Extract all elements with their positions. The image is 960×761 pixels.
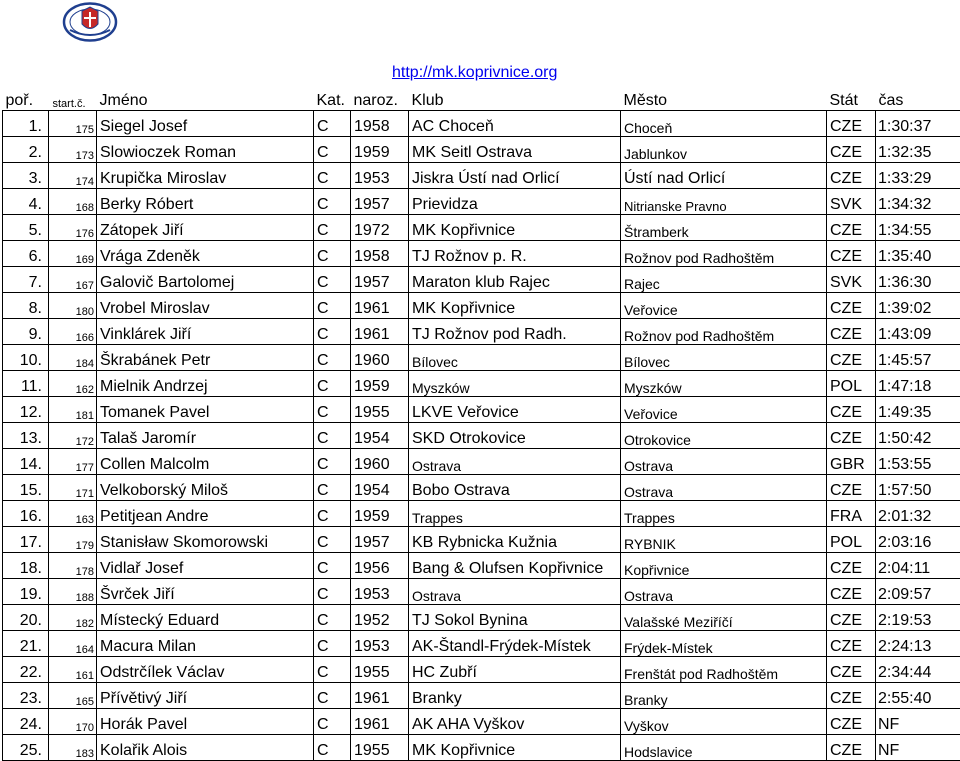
- time-cell: 1:32:35: [876, 137, 960, 163]
- rank-cell: 10.: [3, 345, 49, 371]
- table-row: [3, 735, 960, 761]
- country-cell: CZE: [827, 293, 876, 319]
- rank-cell: 1.: [3, 111, 49, 137]
- birth-year-cell: 1954: [351, 423, 409, 449]
- start-number-cell: 176: [49, 215, 97, 241]
- rank-cell: 25.: [3, 735, 49, 761]
- club-cell: Bobo Ostrava: [409, 475, 621, 501]
- birth-year-cell: 1953: [351, 163, 409, 189]
- country-cell: CZE: [827, 579, 876, 605]
- table-row: [3, 319, 960, 345]
- rank-cell: 3.: [3, 163, 49, 189]
- header-row: [3, 87, 960, 111]
- country-cell: CZE: [827, 319, 876, 345]
- country-cell: CZE: [827, 735, 876, 761]
- category-cell: C: [314, 137, 351, 163]
- name-cell: Vidlař Josef: [97, 553, 314, 579]
- table-row: [3, 189, 960, 215]
- category-cell: C: [314, 111, 351, 137]
- col-name-header: Jméno: [97, 87, 314, 111]
- birth-year-cell: 1957: [351, 189, 409, 215]
- category-cell: C: [314, 631, 351, 657]
- country-cell: CZE: [827, 605, 876, 631]
- start-number-cell: 183: [49, 735, 97, 761]
- time-cell: 1:49:35: [876, 397, 960, 423]
- table-row: [3, 111, 960, 137]
- country-cell: CZE: [827, 163, 876, 189]
- table-row: [3, 163, 960, 189]
- category-cell: C: [314, 163, 351, 189]
- category-cell: C: [314, 683, 351, 709]
- name-cell: Mielnik Andrzej: [97, 371, 314, 397]
- start-number-cell: 170: [49, 709, 97, 735]
- category-cell: C: [314, 553, 351, 579]
- category-cell: C: [314, 241, 351, 267]
- name-cell: Vrága Zdeněk: [97, 241, 314, 267]
- country-cell: CZE: [827, 709, 876, 735]
- table-row: [3, 397, 960, 423]
- start-number-cell: 164: [49, 631, 97, 657]
- table-row: [3, 527, 960, 553]
- rank-cell: 5.: [3, 215, 49, 241]
- time-cell: 1:34:55: [876, 215, 960, 241]
- city-cell: Frenštát pod Radhoštěm: [621, 657, 827, 683]
- rank-cell: 20.: [3, 605, 49, 631]
- table-row: [3, 605, 960, 631]
- col-club-header: Klub: [409, 87, 621, 111]
- start-number-cell: 171: [49, 475, 97, 501]
- birth-year-cell: 1958: [351, 241, 409, 267]
- club-cell: Ostrava: [409, 449, 621, 475]
- time-cell: NF: [876, 735, 960, 761]
- city-cell: Ostrava: [621, 449, 827, 475]
- time-cell: 2:55:40: [876, 683, 960, 709]
- category-cell: C: [314, 501, 351, 527]
- club-cell: MK Seitl Ostrava: [409, 137, 621, 163]
- start-number-cell: 172: [49, 423, 97, 449]
- rank-cell: 4.: [3, 189, 49, 215]
- birth-year-cell: 1955: [351, 657, 409, 683]
- city-cell: Branky: [621, 683, 827, 709]
- rank-cell: 19.: [3, 579, 49, 605]
- birth-year-cell: 1960: [351, 345, 409, 371]
- category-cell: C: [314, 709, 351, 735]
- birth-year-cell: 1959: [351, 137, 409, 163]
- start-number-cell: 166: [49, 319, 97, 345]
- table-row: [3, 293, 960, 319]
- country-cell: SVK: [827, 189, 876, 215]
- city-cell: Hodslavice: [621, 735, 827, 761]
- time-cell: 1:39:02: [876, 293, 960, 319]
- birth-year-cell: 1955: [351, 397, 409, 423]
- table-row: [3, 553, 960, 579]
- city-cell: RYBNIK: [621, 527, 827, 553]
- start-number-cell: 169: [49, 241, 97, 267]
- table-row: [3, 501, 960, 527]
- club-cell: Branky: [409, 683, 621, 709]
- name-cell: Siegel Josef: [97, 111, 314, 137]
- city-cell: Rožnov pod Radhoštěm: [621, 241, 827, 267]
- category-cell: C: [314, 319, 351, 345]
- club-logo: [62, 2, 118, 42]
- rank-cell: 18.: [3, 553, 49, 579]
- city-cell: Kopřivnice: [621, 553, 827, 579]
- rank-cell: 12.: [3, 397, 49, 423]
- country-cell: CZE: [827, 345, 876, 371]
- col-category-header: Kat.: [314, 87, 351, 111]
- name-cell: Horák Pavel: [97, 709, 314, 735]
- table-row: [3, 683, 960, 709]
- time-cell: 2:03:16: [876, 527, 960, 553]
- name-cell: Odstrčílek Václav: [97, 657, 314, 683]
- start-number-cell: 180: [49, 293, 97, 319]
- category-cell: C: [314, 215, 351, 241]
- results-table: [2, 87, 960, 761]
- table-row: [3, 449, 960, 475]
- rank-cell: 8.: [3, 293, 49, 319]
- birth-year-cell: 1954: [351, 475, 409, 501]
- club-cell: AK AHA Vyškov: [409, 709, 621, 735]
- start-number-cell: 182: [49, 605, 97, 631]
- start-number-cell: 179: [49, 527, 97, 553]
- time-cell: 2:19:53: [876, 605, 960, 631]
- col-time-header: čas: [876, 87, 960, 111]
- country-cell: CZE: [827, 657, 876, 683]
- name-cell: Petitjean Andre: [97, 501, 314, 527]
- name-cell: Vinklárek Jiří: [97, 319, 314, 345]
- city-cell: Otrokovice: [621, 423, 827, 449]
- start-number-cell: 184: [49, 345, 97, 371]
- city-cell: Rajec: [621, 267, 827, 293]
- birth-year-cell: 1953: [351, 631, 409, 657]
- city-cell: Veřovice: [621, 397, 827, 423]
- birth-year-cell: 1961: [351, 293, 409, 319]
- time-cell: 1:47:18: [876, 371, 960, 397]
- rank-cell: 16.: [3, 501, 49, 527]
- name-cell: Přívětivý Jiří: [97, 683, 314, 709]
- country-cell: POL: [827, 371, 876, 397]
- time-cell: 1:45:57: [876, 345, 960, 371]
- club-cell: Jiskra Ústí nad Orlicí: [409, 163, 621, 189]
- name-cell: Stanisław Skomorowski: [97, 527, 314, 553]
- name-cell: Škrabánek Petr: [97, 345, 314, 371]
- country-cell: CZE: [827, 397, 876, 423]
- name-cell: Švrček Jiří: [97, 579, 314, 605]
- city-cell: Jablunkov: [621, 137, 827, 163]
- city-cell: Frýdek-Místek: [621, 631, 827, 657]
- category-cell: C: [314, 579, 351, 605]
- country-cell: GBR: [827, 449, 876, 475]
- club-cell: TJ Rožnov pod Radh.: [409, 319, 621, 345]
- name-cell: Tomanek Pavel: [97, 397, 314, 423]
- rank-cell: 22.: [3, 657, 49, 683]
- city-cell: Ostrava: [621, 475, 827, 501]
- club-cell: MK Kopřivnice: [409, 293, 621, 319]
- country-cell: CZE: [827, 631, 876, 657]
- col-country-header: Stát: [827, 87, 876, 111]
- category-cell: C: [314, 267, 351, 293]
- name-cell: Zátopek Jiří: [97, 215, 314, 241]
- rank-cell: 13.: [3, 423, 49, 449]
- club-cell: Bang & Olufsen Kopřivnice: [409, 553, 621, 579]
- city-cell: Štramberk: [621, 215, 827, 241]
- club-cell: KB Rybnicka Kužnia: [409, 527, 621, 553]
- birth-year-cell: 1952: [351, 605, 409, 631]
- table-row: [3, 423, 960, 449]
- city-cell: Ostrava: [621, 579, 827, 605]
- table-row: [3, 579, 960, 605]
- name-cell: Kolařik Alois: [97, 735, 314, 761]
- table-row: [3, 709, 960, 735]
- country-cell: CZE: [827, 475, 876, 501]
- start-number-cell: 188: [49, 579, 97, 605]
- category-cell: C: [314, 345, 351, 371]
- category-cell: C: [314, 397, 351, 423]
- birth-year-cell: 1955: [351, 735, 409, 761]
- name-cell: Talaš Jaromír: [97, 423, 314, 449]
- start-number-cell: 168: [49, 189, 97, 215]
- start-number-cell: 167: [49, 267, 97, 293]
- birth-year-cell: 1953: [351, 579, 409, 605]
- results-body: [3, 111, 960, 761]
- category-cell: C: [314, 527, 351, 553]
- birth-year-cell: 1956: [351, 553, 409, 579]
- name-cell: Velkoborský Miloš: [97, 475, 314, 501]
- time-cell: 1:34:32: [876, 189, 960, 215]
- rank-cell: 6.: [3, 241, 49, 267]
- birth-year-cell: 1958: [351, 111, 409, 137]
- website-link[interactable]: http://mk.koprivnice.org: [392, 64, 557, 82]
- city-cell: Veřovice: [621, 293, 827, 319]
- time-cell: 2:24:13: [876, 631, 960, 657]
- category-cell: C: [314, 293, 351, 319]
- time-cell: 1:33:29: [876, 163, 960, 189]
- rank-cell: 9.: [3, 319, 49, 345]
- category-cell: C: [314, 189, 351, 215]
- club-cell: Ostrava: [409, 579, 621, 605]
- birth-year-cell: 1961: [351, 709, 409, 735]
- name-cell: Collen Malcolm: [97, 449, 314, 475]
- table-row: [3, 657, 960, 683]
- rank-cell: 21.: [3, 631, 49, 657]
- name-cell: Galovič Bartolomej: [97, 267, 314, 293]
- club-cell: TJ Rožnov p. R.: [409, 241, 621, 267]
- col-city-header: Město: [621, 87, 827, 111]
- birth-year-cell: 1960: [351, 449, 409, 475]
- rank-cell: 7.: [3, 267, 49, 293]
- club-cell: AK-Štandl-Frýdek-Místek: [409, 631, 621, 657]
- name-cell: Macura Milan: [97, 631, 314, 657]
- time-cell: 1:30:37: [876, 111, 960, 137]
- start-number-cell: 161: [49, 657, 97, 683]
- time-cell: 1:50:42: [876, 423, 960, 449]
- rank-cell: 17.: [3, 527, 49, 553]
- time-cell: 2:01:32: [876, 501, 960, 527]
- category-cell: C: [314, 371, 351, 397]
- name-cell: Slowioczek Roman: [97, 137, 314, 163]
- country-cell: CZE: [827, 111, 876, 137]
- start-number-cell: 177: [49, 449, 97, 475]
- country-cell: CZE: [827, 215, 876, 241]
- rank-cell: 14.: [3, 449, 49, 475]
- category-cell: C: [314, 449, 351, 475]
- club-cell: MK Kopřivnice: [409, 215, 621, 241]
- col-born-header: naroz.: [351, 87, 409, 111]
- col-start-header: start.č.: [49, 87, 97, 111]
- country-cell: CZE: [827, 683, 876, 709]
- club-cell: Maraton klub Rajec: [409, 267, 621, 293]
- country-cell: CZE: [827, 137, 876, 163]
- time-cell: NF: [876, 709, 960, 735]
- rank-cell: 2.: [3, 137, 49, 163]
- start-number-cell: 174: [49, 163, 97, 189]
- start-number-cell: 178: [49, 553, 97, 579]
- club-cell: HC Zubří: [409, 657, 621, 683]
- table-row: [3, 631, 960, 657]
- time-cell: 1:36:30: [876, 267, 960, 293]
- club-cell: Trappes: [409, 501, 621, 527]
- club-cell: SKD Otrokovice: [409, 423, 621, 449]
- country-cell: CZE: [827, 553, 876, 579]
- table-row: [3, 267, 960, 293]
- category-cell: C: [314, 605, 351, 631]
- country-cell: FRA: [827, 501, 876, 527]
- time-cell: 2:34:44: [876, 657, 960, 683]
- city-cell: Vyškov: [621, 709, 827, 735]
- city-cell: Nitrianske Pravno: [621, 189, 827, 215]
- time-cell: 2:09:57: [876, 579, 960, 605]
- birth-year-cell: 1957: [351, 527, 409, 553]
- start-number-cell: 163: [49, 501, 97, 527]
- table-row: [3, 137, 960, 163]
- city-cell: Myszków: [621, 371, 827, 397]
- name-cell: Místecký Eduard: [97, 605, 314, 631]
- time-cell: 1:57:50: [876, 475, 960, 501]
- birth-year-cell: 1972: [351, 215, 409, 241]
- table-row: [3, 241, 960, 267]
- rank-cell: 23.: [3, 683, 49, 709]
- city-cell: Ústí nad Orlicí: [621, 163, 827, 189]
- country-cell: CZE: [827, 241, 876, 267]
- club-cell: AC Choceň: [409, 111, 621, 137]
- city-cell: Choceň: [621, 111, 827, 137]
- start-number-cell: 175: [49, 111, 97, 137]
- city-cell: Valašské Meziříčí: [621, 605, 827, 631]
- time-cell: 1:35:40: [876, 241, 960, 267]
- time-cell: 1:43:09: [876, 319, 960, 345]
- category-cell: C: [314, 735, 351, 761]
- birth-year-cell: 1961: [351, 319, 409, 345]
- category-cell: C: [314, 423, 351, 449]
- table-row: [3, 371, 960, 397]
- table-row: [3, 475, 960, 501]
- club-cell: Myszków: [409, 371, 621, 397]
- birth-year-cell: 1957: [351, 267, 409, 293]
- rank-cell: 24.: [3, 709, 49, 735]
- time-cell: 2:04:11: [876, 553, 960, 579]
- club-cell: TJ Sokol Bynina: [409, 605, 621, 631]
- start-number-cell: 181: [49, 397, 97, 423]
- birth-year-cell: 1959: [351, 371, 409, 397]
- club-cell: Bílovec: [409, 345, 621, 371]
- city-cell: Rožnov pod Radhoštěm: [621, 319, 827, 345]
- rank-cell: 15.: [3, 475, 49, 501]
- birth-year-cell: 1959: [351, 501, 409, 527]
- name-cell: Berky Róbert: [97, 189, 314, 215]
- start-number-cell: 165: [49, 683, 97, 709]
- category-cell: C: [314, 657, 351, 683]
- name-cell: Vrobel Miroslav: [97, 293, 314, 319]
- country-cell: SVK: [827, 267, 876, 293]
- start-number-cell: 173: [49, 137, 97, 163]
- club-cell: Prievidza: [409, 189, 621, 215]
- rank-cell: 11.: [3, 371, 49, 397]
- col-rank-header: poř.: [3, 87, 49, 111]
- time-cell: 1:53:55: [876, 449, 960, 475]
- city-cell: Bílovec: [621, 345, 827, 371]
- country-cell: CZE: [827, 423, 876, 449]
- table-row: [3, 215, 960, 241]
- birth-year-cell: 1961: [351, 683, 409, 709]
- category-cell: C: [314, 475, 351, 501]
- club-cell: LKVE Veřovice: [409, 397, 621, 423]
- country-cell: POL: [827, 527, 876, 553]
- name-cell: Krupička Miroslav: [97, 163, 314, 189]
- city-cell: Trappes: [621, 501, 827, 527]
- start-number-cell: 162: [49, 371, 97, 397]
- club-cell: MK Kopřivnice: [409, 735, 621, 761]
- table-row: [3, 345, 960, 371]
